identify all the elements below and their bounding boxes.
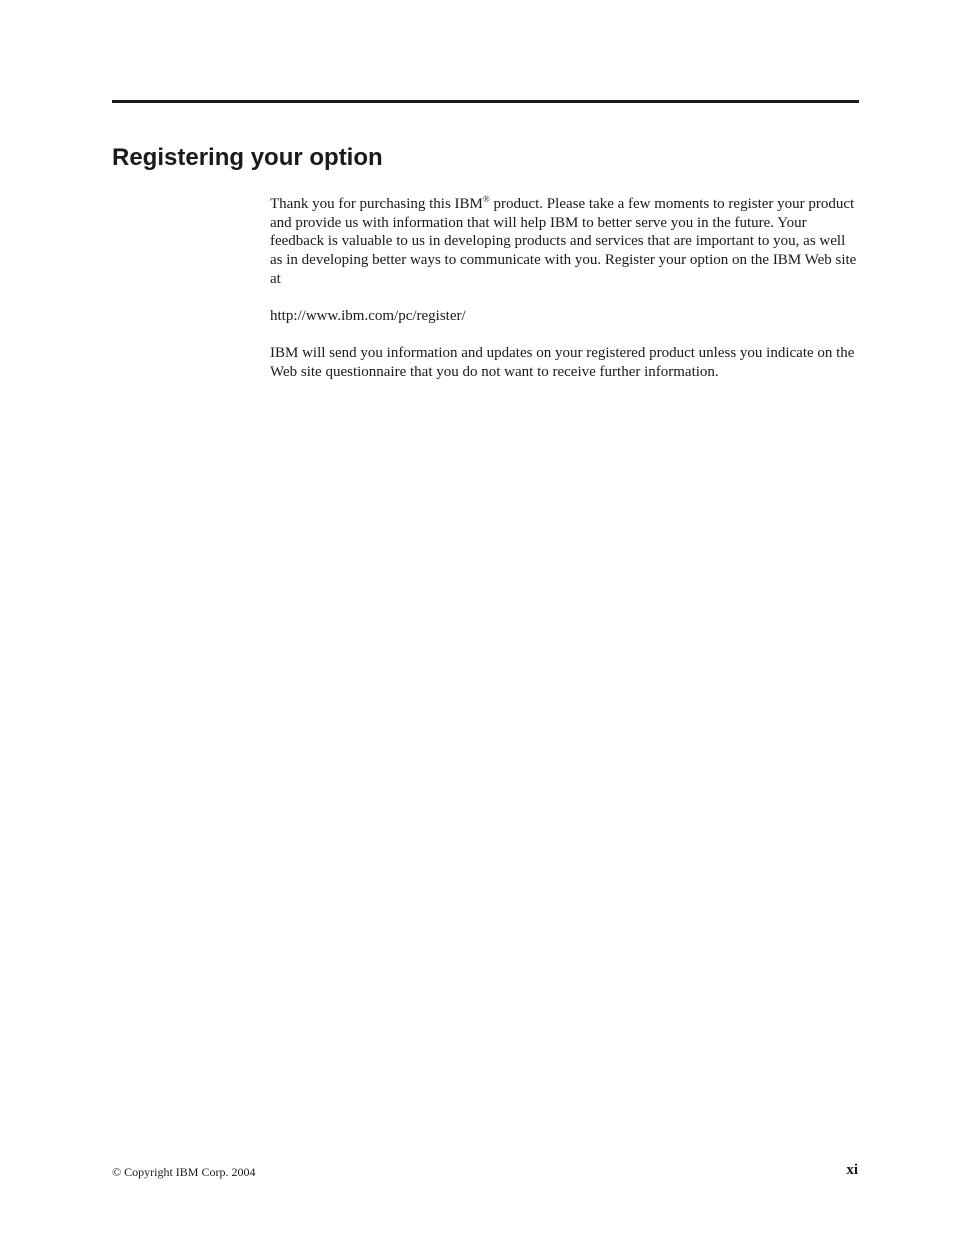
register-url: http://www.ibm.com/pc/register/ (270, 308, 466, 325)
intro-paragraph (270, 195, 860, 289)
closing-paragraph: IBM will send you information and updates on your registered product unless you indicate on the Web site questionnaire that you do not want to receive further information. (270, 345, 855, 380)
intro-text-start: Thank you for purchasing this IBM (270, 196, 483, 212)
registered-trademark: ® (482, 194, 490, 204)
page-title: Registering your option (112, 144, 383, 171)
intro-text-end: product. Please take a few moments to register your product and provide us with information that will help IBM to better serve you in the future. Your feedback is valuable to us in developing products and services that are important to you, as well as in developing better ways to communicate with you. Register your option on the IBM Web site at (270, 196, 857, 287)
footer-copyright: © Copyright IBM Corp. 2004 (112, 1165, 256, 1179)
body-content (270, 195, 860, 400)
footer-page-number: xi (846, 1162, 858, 1178)
top-horizontal-rule (112, 100, 859, 103)
